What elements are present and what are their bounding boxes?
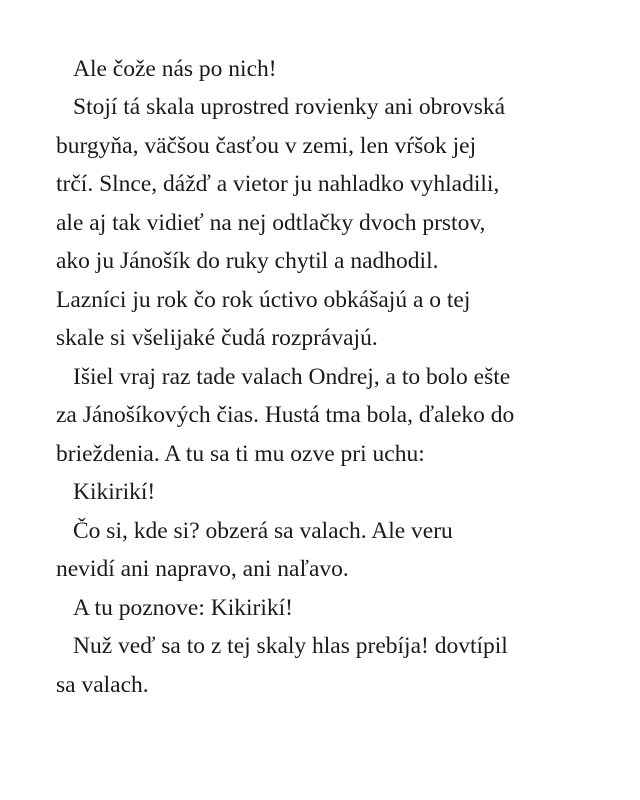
- text-line: Čo si, kde si? obzerá sa valach. Ale veru: [73, 518, 453, 544]
- text-line: A tu poznove: Kikirikí!: [73, 595, 293, 621]
- text-line: burgyňa, väčšou časťou v zemi, len vŕšok jej: [56, 133, 477, 159]
- text-line: skale si všelijaké čudá rozprávajú.: [56, 325, 378, 351]
- text-line: trčí. Slnce, dážď a vietor ju nahladko vyhladili,: [56, 171, 500, 197]
- text-line: za Jánošíkových čias. Hustá tma bola, ďaleko do: [56, 402, 515, 428]
- text-line: sa valach.: [56, 672, 149, 698]
- text-line: ako ju Jánošík do ruky chytil a nadhodil.: [56, 248, 439, 274]
- text-line: ale aj tak vidieť na nej odtlačky dvoch prstov,: [56, 210, 486, 236]
- text-line: Išiel vraj raz tade valach Ondrej, a to bolo ešte: [73, 364, 511, 390]
- text-line: brieždenia. A tu sa ti mu ozve pri uchu:: [56, 441, 425, 467]
- text-line: Nuž veď sa to z tej skaly hlas prebíja! dovtípil: [73, 633, 508, 659]
- text-line: Kikirikí!: [73, 479, 156, 505]
- text-line: Lazníci ju rok čo rok úctivo obkášajú a o tej: [56, 287, 471, 313]
- text-line: Stojí tá skala uprostred rovienky ani obrovská: [73, 94, 506, 120]
- text-line: Ale čože nás po nich!: [73, 56, 277, 82]
- text-line: nevidí ani napravo, ani naľavo.: [56, 556, 349, 582]
